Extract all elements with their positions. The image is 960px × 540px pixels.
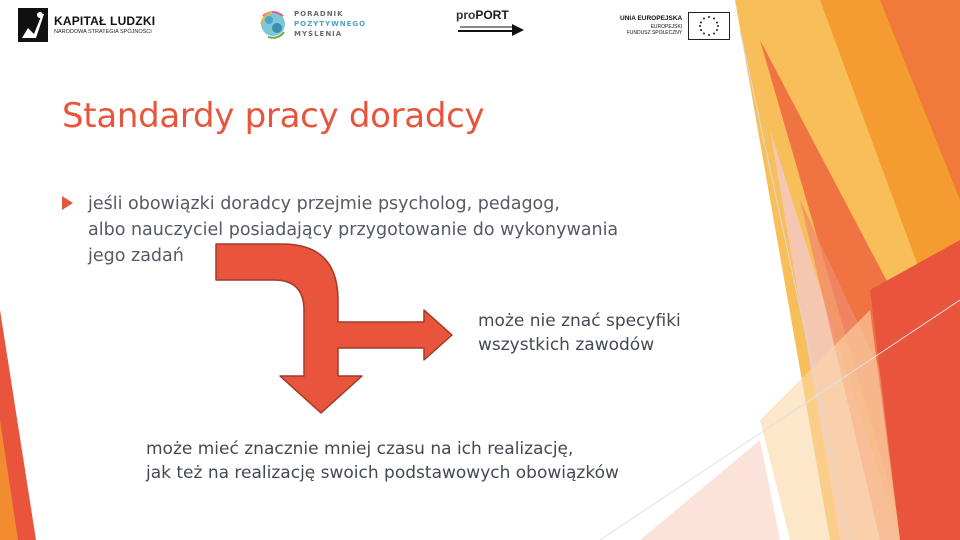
kapital-ludzki-logo-icon (18, 8, 48, 42)
eu-line3: FUNDUSZ SPOŁECZNY (626, 29, 683, 36)
eu-flag-icon (688, 12, 730, 40)
poradnik-line2: POZYTYWNEGO (294, 20, 367, 28)
eu-logo (620, 12, 730, 40)
logo-bar (0, 0, 960, 52)
proport-logo (456, 8, 526, 38)
poradnik-line3: MYŚLENIA (294, 30, 343, 38)
poradnik-logo (258, 6, 366, 42)
proport-arrow-icon (456, 22, 526, 38)
proport-port: PORT (475, 8, 509, 22)
bullet-text: jeśli obowiązki doradcy przejmie psycholog, pedagog, albo nauczyciel posiadający przygotowanie do wykonywania jego zadań (88, 194, 619, 266)
slide-title: Standardy pracy doradcy (62, 96, 485, 136)
kapital-ludzki-subtitle: NARODOWA STRATEGIA SPÓJNOŚCI (54, 28, 152, 35)
bent-arrow-icon (210, 240, 460, 420)
bullet-triangle-icon (62, 196, 73, 210)
poradnik-globe-icon (258, 6, 288, 42)
poradnik-line1: PORADNIK (294, 10, 344, 18)
kapital-ludzki-logo (18, 8, 155, 42)
note-bottom: może mieć znacznie mniej czasu na ich realizację, jak też na realizację swoich podstawowych obowiązków (146, 439, 619, 483)
proport-pro: pro (456, 8, 476, 22)
eu-line2: EUROPEJSKI (650, 23, 683, 30)
note-right: może nie znać specyfiki wszystkich zawodów (478, 311, 681, 355)
kapital-ludzki-title: KAPITAŁ LUDZKI (54, 13, 156, 28)
eu-line1: UNIA EUROPEJSKA (620, 15, 683, 23)
